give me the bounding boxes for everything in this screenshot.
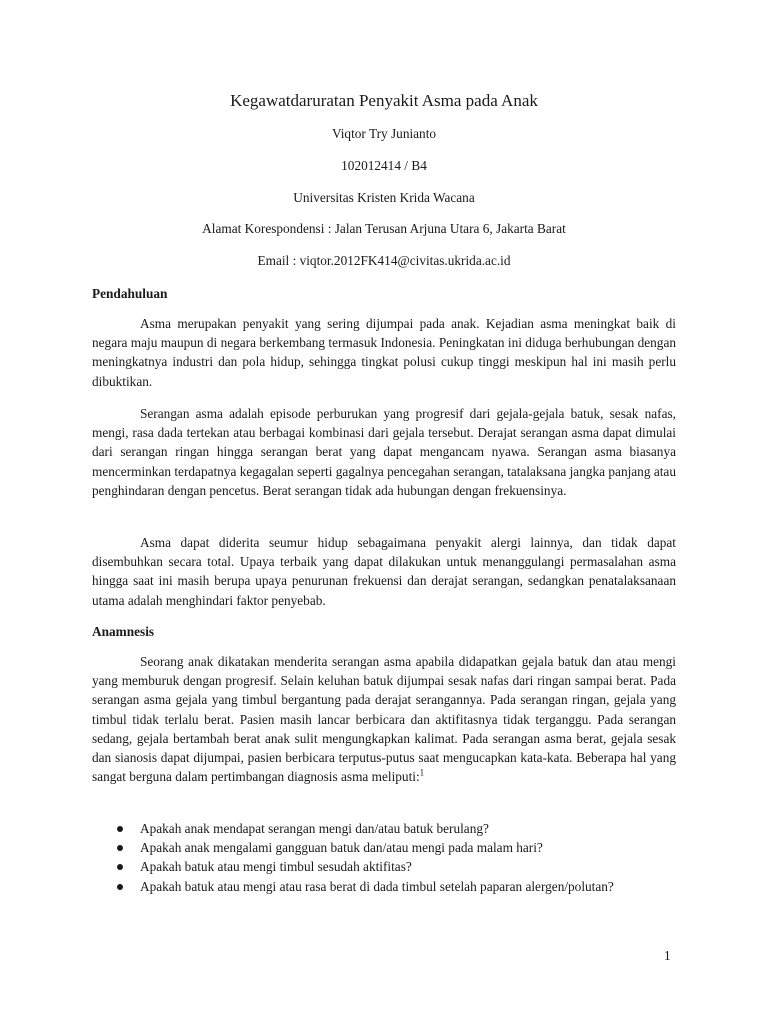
list-item [92,857,676,876]
list-item-text: Apakah batuk atau mengi timbul sesudah aktifitas? [140,859,412,875]
footnote-reference: 1 [419,767,425,778]
bullet-icon [117,845,123,851]
section-heading-anamnesis: Anamnesis [92,624,155,639]
bullet-list [92,819,676,896]
list-item-text: Apakah batuk atau mengi atau rasa berat di dada timbul setelah paparan alergen/polutan? [140,878,614,894]
paragraph: Serangan asma adalah episode perburukan yang progresif dari gejala-gejala batuk, sesak nafas, mengi, rasa dada tertekan atau berbagai kombinasi dari gejala tersebut. Derajat serangan asma dapat dimulai dari serangan ringan hingga serangan berat yang dapat mengancam nyawa. Serangan asma biasanya mencerminkan terdapatnya kegagalan seperti gagalnya pencegahan serangan, tatalaksana jangka panjang atau penghindaran dengan pencetus. Berat serangan tidak ada hubungan dengan frekuensinya. [92,406,676,498]
email-address: Email : viqtor.2012FK414@civitas.ukrida.ac.id [257,253,511,268]
bullet-icon [117,884,123,890]
page-number: 1 [664,948,671,963]
list-item [92,819,676,838]
list-item [92,877,676,896]
university-name: Universitas Kristen Krida Wacana [293,190,475,205]
paper-title: Kegawatdaruratan Penyakit Asma pada Anak [230,91,538,110]
list-item [92,838,676,857]
list-item-text: Apakah anak mengalami gangguan batuk dan/atau mengi pada malam hari? [140,840,543,856]
list-item-text: Apakah anak mendapat serangan mengi dan/atau batuk berulang? [140,821,489,836]
bullet-icon [117,826,123,832]
section-heading-pendahuluan: Pendahuluan [92,286,168,301]
paragraph-text: Seorang anak dikatakan menderita serangan asma apabila didapatkan gejala batuk dan atau mengi yang memburuk dengan progresif. Selain keluhan batuk dijumpai sesak nafas dari ringan sampai berat. Pada serangan asma gejala yang timbul bergantung pada derajat serangannya. Pada serangan ringan, gejala yang timbul tidak terlalu berat. Pasien masih lancar berbicara dan aktifitasnya tidak terganggu. Pada serangan sedang, gejala bertambah berat anak sulit mengungkapkan kalimat. Pada serangan asma berat, gejala sesak dan sianosis dapat dijumpai, pasien berbicara terputus-putus saat mengucapkan kata-kata. Beberapa hal yang sangat berguna dalam pertimbangan diagnosis asma meliputi: [92,654,676,785]
paragraph: Asma dapat diderita seumur hidup sebagaimana penyakit alergi lainnya, dan tidak dapat disembuhkan secara total. Upaya terbaik yang dapat dilakukan untuk menanggulangi permasalahan asma hingga saat ini masih berupa upaya penurunan frekuensi dan derajat serangan, sedangkan penatalaksanaan utama adalah menghindari faktor penyebab. [92,535,676,608]
author-name: Viqtor Try Junianto [331,126,437,141]
bullet-icon [117,864,123,870]
correspondence-address: Alamat Korespondensi : Jalan Terusan Arjuna Utara 6, Jakarta Barat [202,221,566,236]
paragraph [92,652,676,786]
student-id: 102012414 / B4 [341,158,427,173]
paragraph: Asma merupakan penyakit yang sering dijumpai pada anak. Kejadian asma meningkat baik di negara maju maupun di negara berkembang termasuk Indonesia. Peningkatan ini diduga berhubungan dengan meningkatnya industri dan pola hidup, sehingga tingkat polusi cukup tinggi meskipun hal ini masih perlu dibuktikan. [92,316,676,389]
